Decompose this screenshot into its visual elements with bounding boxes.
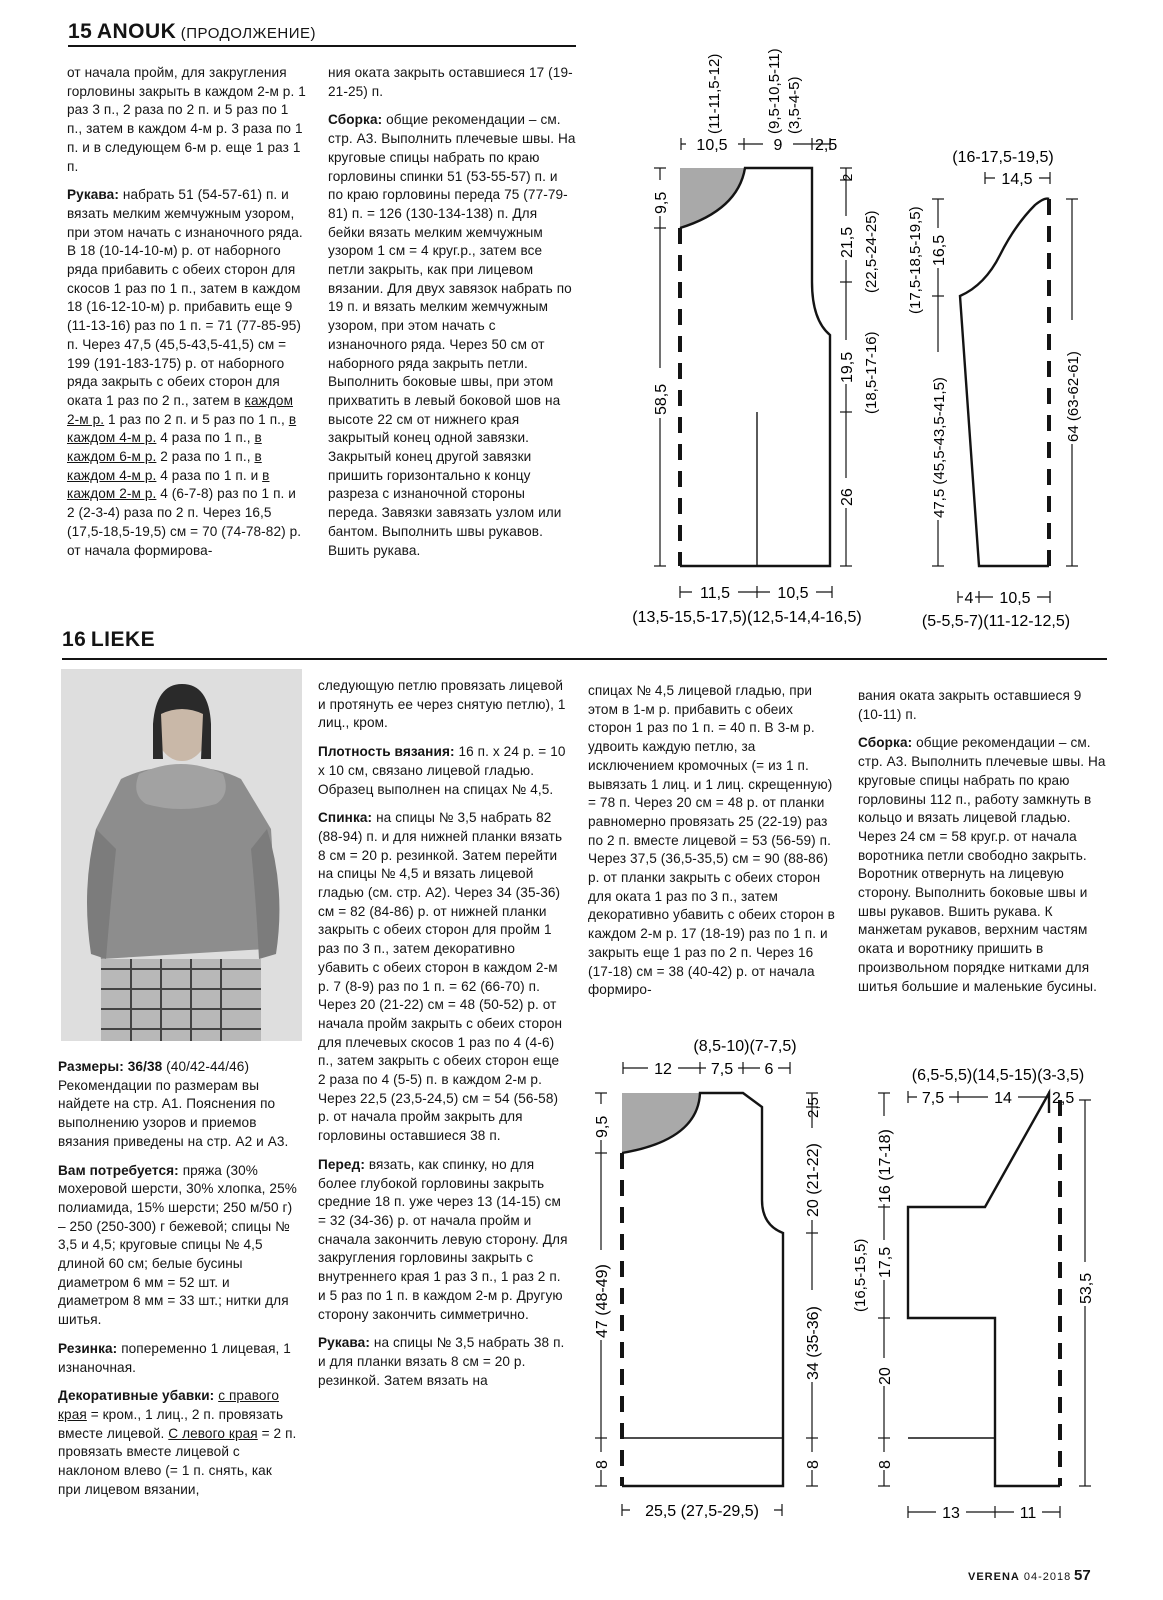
dim-left-9-5: 9,5	[653, 191, 670, 214]
paragraph-heading: Рукава:	[318, 1335, 370, 1351]
footer-issue: 04-2018	[1023, 1571, 1072, 1583]
dim-top-paren: (8,5-10)(7-7,5)	[693, 1038, 797, 1055]
dim-left-8: 8	[594, 1460, 611, 1469]
paragraph	[318, 1156, 568, 1324]
paragraph	[318, 743, 568, 799]
paragraph-heading: Плотность вязания:	[318, 744, 455, 760]
dim-top-6: 6	[764, 1061, 774, 1078]
dim-right-19-5: 19,5	[839, 351, 856, 383]
dim-left-16-5: 16,5	[931, 234, 948, 266]
paragraph-text: следующую петлю провязать лицевой и протянуть ее через снятую петлю), 1 лиц., кром.	[318, 678, 566, 731]
dim-bottom-13: 13	[942, 1505, 960, 1522]
dim-right-2-5: 2,5	[805, 1097, 822, 1118]
section-16-col-3	[588, 682, 838, 1010]
paragraph-text: от начала пройм, для закругления горловины закрыть в каждом 2-м р. 1 раз 3 п., 2 раза по 2 п. и 5 раз по 1 п., затем в каждом 4-м р. 3 раза по 1 п. и в следующем 6-м р. еще 1 раз 1 п.	[67, 65, 306, 174]
section-subtitle: (ПРОДОЛЖЕНИЕ)	[180, 25, 317, 42]
paragraph-text: в каждом 6-м р.	[67, 430, 262, 465]
paragraph-text: на спицы № 3,5 набрать 38 п. и для планки вязать 8 см = 20 р. резинкой. Затем вязать на	[318, 1335, 565, 1388]
model-name: LIEKE	[90, 628, 156, 651]
paragraph	[318, 809, 568, 1146]
paragraph-text: 2 раза по 1 п.,	[156, 449, 255, 465]
paragraph-text: пряжа (30% мохеровой шерсти, 30% хлопка, 25% полиамида, 15% шерсти; 250 м/50 г) – 250 (250-300) г бежевой; спицы № 3,5 и 4,5; круговые спицы № 4,5 длиной 60 см; белые бусины диаметром 6 мм = 52 шт. и диаметром 8 мм = 33 шт.; нитки для шитья.	[58, 1162, 297, 1328]
paragraph-heading: Резинка:	[58, 1340, 118, 1356]
dim-left-58-5: 58,5	[653, 383, 670, 415]
dim-top-paren-1: (11-11,5-12)	[706, 53, 723, 134]
dim-bottom-10-5: 10,5	[777, 585, 809, 602]
dim-bottom-paren: (5-5,5-7)(11-12-12,5)	[921, 613, 1071, 630]
paragraph-heading: Декоративные убавки:	[58, 1388, 215, 1404]
paragraph	[58, 1162, 298, 1330]
paragraph	[318, 1334, 568, 1390]
dim-left-47: 47 (48-49)	[594, 1264, 611, 1338]
section-15-rule	[68, 45, 576, 47]
section-15-header	[68, 20, 316, 44]
dim-right-21-5-paren: (22,5-24-25)	[863, 210, 880, 293]
model-photo-drawing	[61, 669, 302, 1041]
paragraph	[858, 687, 1108, 724]
paragraph-text: 16 п. х 24 р. = 10 х 10 см, связано лицевой гладью. Образец выполнен на спицах № 4,5.	[318, 744, 566, 797]
paragraph-text: = 2 п. провязать вместе лицевой с наклоном влево (= 1 п. снять, как при лицевом вязании,	[58, 1425, 297, 1497]
paragraph-heading: Перед:	[318, 1156, 365, 1172]
paragraph-heading: Сборка:	[328, 112, 383, 128]
dim-right-21-5: 21,5	[839, 226, 856, 258]
dim-top-paren: (16-17,5-19,5)	[952, 149, 1054, 166]
paragraph-text: ния оката закрыть оставшиеся 17 (19-21-25) п.	[328, 65, 573, 99]
dim-left-17-5: 17,5	[877, 1246, 894, 1278]
dim-left-16: 16 (17-18)	[877, 1129, 894, 1203]
dim-bottom-11-5: 11,5	[700, 585, 730, 602]
dim-left-47-5: 47,5 (45,5-43,5-41,5)	[931, 377, 948, 518]
dim-top-14: 14	[994, 1090, 1012, 1107]
section-16-col-1	[58, 1058, 298, 1509]
body-outline	[680, 168, 830, 566]
dim-top-paren-2: (9,5-10,5-11)	[766, 48, 783, 134]
model-name: ANOUK	[96, 20, 177, 43]
paragraph-text: набрать 51 (54-57-61) п. и вязать мелким жемчужным узором, при этом начать с изнаночного ряда. В 18 (10-14-10-м) р. от наборного ряда прибавить с обеих сторон для скосов 1 раз по 1 п., затем в каждом 18 (16-12-10-м) р. прибавить еще 9 (11-13-16) раз по 1 п. = 71 (77-85-95) п. Через 47,5 (45,5-43,5-41,5) см = 199 (191-183-175) р. от наборного ряда закрыть с обеих сторон для оката 1 раз по 2 п., затем в	[67, 187, 303, 408]
section-16-col-4	[858, 687, 1108, 1006]
paragraph-text: 4 раза по 1 п. и	[156, 467, 263, 483]
dim-top-9: 9	[773, 137, 783, 154]
paragraph	[58, 1340, 298, 1377]
body-outline	[622, 1093, 783, 1486]
section-16-col-2	[318, 677, 568, 1400]
neckline-shading	[680, 168, 745, 228]
paragraph-heading: Сборка:	[858, 735, 913, 751]
section-number: 16	[62, 628, 87, 651]
paragraph-text: спицах № 4,5 лицевой гладью, при этом в 1-м р. прибавить с обеих сторон 1 раз по 1 п. = 40 п. В 3-м р. удвоить каждую петлю, за исключением кромочных (= из 1 п. вывязать 1 лиц. и 1 лиц. скрещенную) = 78 п. Через 20 см = 48 р. от планки равномерно провязать 25 (22-19) раз по 2 п. вместе лицевой = 53 (56-59) п. Через 37,5 (36,5-35,5) см = 90 (88-86) р. от планки закрыть с обеих сторон для оката 1 раз по 3 п., затем декоративно убавить с обеих сторон в каждом 2-м р. 17 (18-19) раз по 1 п. и закрыть еще 1 раз по 2 п. Через 16 (17-18) см = 38 (40-42) р. от начала формиро-	[588, 683, 835, 998]
paragraph-text: вания оката закрыть оставшиеся 9 (10-11) п.	[858, 688, 1082, 722]
section-15-col-2	[328, 64, 576, 570]
dim-top-7-5: 7,5	[710, 1061, 734, 1078]
paragraph-heading: Размеры: 36/38	[58, 1059, 163, 1074]
page-number: 57	[1074, 1567, 1091, 1584]
dim-left-17-5-paren: (16,5-15,5)	[852, 1238, 869, 1312]
paragraph-text: 1 раз по 2 п. и 5 раз по 1 п.,	[104, 411, 289, 427]
dim-right-26: 26	[839, 488, 856, 506]
paragraph	[67, 186, 307, 560]
section-16-header	[62, 628, 155, 652]
paragraph-text: 4 (6-7-8) раз по 1 п. и 2 (2-3-4) раза по 2 п. Через 16,5 (17,5-18,5-19,5) см = 70 (74-78-82) р. от начала формирова-	[67, 486, 302, 558]
dim-left-16-5-paren: (17,5-18,5-19,5)	[907, 206, 924, 314]
dim-left-9-5: 9,5	[594, 1115, 611, 1138]
anouk-body-schematic	[600, 30, 890, 630]
dim-top-7-5: 7,5	[921, 1090, 945, 1107]
dim-bottom-4: 4	[964, 590, 974, 607]
footer	[968, 1571, 1071, 1583]
paragraph-text: (40/42-44/46) Рекомендации по размерам вы найдете на стр. А1. Пояснения по выполнению узоров и приемов вязания приведены на стр. А2 и А3.	[58, 1059, 289, 1149]
paragraph-heading: Рукава:	[67, 187, 119, 203]
lieke-sleeve-schematic	[845, 1055, 1110, 1535]
dim-bottom-paren: (13,5-15,5-17,5)(12,5-14,4-16,5)	[632, 609, 862, 626]
sleeve-outline	[908, 1093, 1060, 1486]
paragraph-text: в каждом 2-м р.	[67, 467, 270, 502]
paragraph-text: общие рекомендации – см. стр. А3. Выполнить плечевые швы. На круговые спицы набрать по краю горловины спинки 51 (53-55-57) п. и по краю горловины переда 75 (77-79-81) п. = 126 (130-134-138) п. Для бейки вязать мелким жемчужным узором 1 см = 4 круг.р., затем все петли закрыть, как при лицевом вязании. Для двух завязок набрать по 19 п. и вязать мелким жемчужным узором, при этом начать с изнаночного ряда. Через 50 см от наборного ряда закрыть петли. Выполнить боковые швы, при этом прихватить в левый боковой шов на высоте 22 см от нижнего края закрытый конец одной завязки. Закрытый конец другой завязки пришить горизонтально к концу разреза с изнаночной стороны переда. Завязки завязать узлом или бантом. Выполнить швы рукавов. Вшить рукава.	[328, 112, 576, 558]
paragraph	[318, 677, 568, 733]
paragraph-heading: Вам потребуется:	[58, 1162, 179, 1178]
dim-top-10-5: 10,5	[696, 137, 728, 154]
paragraph-text: попеременно 1 лицевая, 1 изнаночная.	[58, 1340, 291, 1375]
dim-right-34: 34 (35-36)	[805, 1306, 822, 1380]
paragraph	[58, 1058, 298, 1152]
paragraph	[328, 111, 576, 560]
dim-top-2-5: 2,5	[815, 137, 838, 154]
dim-right-2: 2	[840, 173, 855, 181]
paragraph	[588, 682, 838, 1000]
dim-right-64: 64 (63-62-61)	[1065, 351, 1082, 442]
paragraph	[67, 64, 307, 176]
paragraph-text: в каждом 4-м р.	[67, 449, 262, 483]
dim-bottom: 25,5 (27,5-29,5)	[645, 1503, 759, 1520]
paragraph-text: каждом 2-м р.	[67, 392, 294, 427]
paragraph	[58, 1387, 298, 1499]
paragraph-heading: Спинка:	[318, 810, 373, 826]
sleeve-outline	[960, 199, 1049, 566]
dim-right-8: 8	[805, 1460, 822, 1469]
footer-brand: VERENA	[968, 1571, 1020, 1583]
dim-bottom-11: 11	[1019, 1505, 1037, 1522]
section-number: 15	[68, 20, 93, 43]
dim-left-20: 20	[877, 1367, 894, 1385]
dim-top-12: 12	[654, 1061, 672, 1078]
dim-right-53-5: 53,5	[1078, 1272, 1095, 1304]
paragraph-text: = кром., 1 лиц., 2 п. провязать вместе лицевой.	[58, 1406, 284, 1441]
dim-left-8: 8	[877, 1460, 894, 1469]
section-16-rule	[62, 658, 1107, 660]
dim-top-paren-3: (3,5-4-5)	[786, 76, 803, 134]
paragraph-text: в каждом 4-м р.	[67, 411, 297, 446]
dim-right-19-5-paren: (18,5-17-16)	[863, 331, 880, 414]
paragraph-text: с правого края	[58, 1388, 279, 1422]
dim-top-paren: (6,5-5,5)(14,5-15)(3-3,5)	[911, 1067, 1085, 1084]
paragraph	[858, 734, 1108, 996]
paragraph	[328, 64, 576, 101]
dim-bottom-10-5: 10,5	[999, 590, 1031, 607]
dim-right-20: 20 (21-22)	[805, 1143, 822, 1217]
anouk-sleeve-schematic	[895, 130, 1105, 630]
lieke-body-schematic	[575, 1025, 855, 1565]
section-15-col-1	[67, 64, 307, 570]
dim-top-2-5: 2,5	[1052, 1090, 1075, 1107]
paragraph-text: вязать, как спинку, но для более глубокой горловины закрыть средние 18 п. уже через 13 (14-15) см = 32 (34-36) р. от начала пройм и сначала закончить левую сторону. Для закругления горловины закрыть с внутреннего края 1 раз 3 п., 1 раз 2 п. и 5 раз по 1 п. в каждом 2-м р. Другую сторону закончить симметрично.	[318, 1156, 568, 1322]
paragraph-text: на спицы № 3,5 набрать 82 (88-94) п. и для нижней планки вязать 8 см = 20 р. резинкой. Затем перейти на спицы № 4,5 и вязать лицевой гладью (см. стр. А2). Через 34 (35-36) см = 82 (84-86) р. от нижней планки закрыть с обеих сторон для пройм 1 раз по 3 п., затем декоративно убавить с обеих сторон в каждом 2-м р. 7 (8-9) раз по 1 п. = 62 (66-70) п. Через 20 (21-22) см = 48 (50-52) р. от начала пройм закрыть с обеих сторон для плечевых скосов 1 раз по 4 (4-6) п., затем закрыть с обеих сторон еще 2 раза по 4 (5-5) п. в каждом 2-м р. Через 22,5 (23,5-24,5) см = 54 (56-58) р. от начала пройм закрыть для горловины оставшиеся 38 п.	[318, 810, 563, 1144]
paragraph-text: С левого края	[168, 1425, 258, 1441]
paragraph-text: 4 раза по 1 п.,	[156, 430, 255, 446]
paragraph-text: общие рекомендации – см. стр. А3. Выполнить плечевые швы. На круговые спицы набрать по краю горловины 112 п., работу замкнуть в кольцо и вязать лицевой гладью. Через 24 см = 58 круг.р. от начала воротника петли свободно закрыть. Воротник отвернуть на лицевую сторону. Выполнить боковые швы и швы рукавов. Вшить рукава. К манжетам рукавов, верхним частям оката и воротнику пришить в произвольном порядке нитками для шитья большие и маленькие бусины.	[858, 735, 1106, 994]
dim-top-14-5: 14,5	[1001, 171, 1033, 188]
model-photo	[61, 669, 302, 1041]
